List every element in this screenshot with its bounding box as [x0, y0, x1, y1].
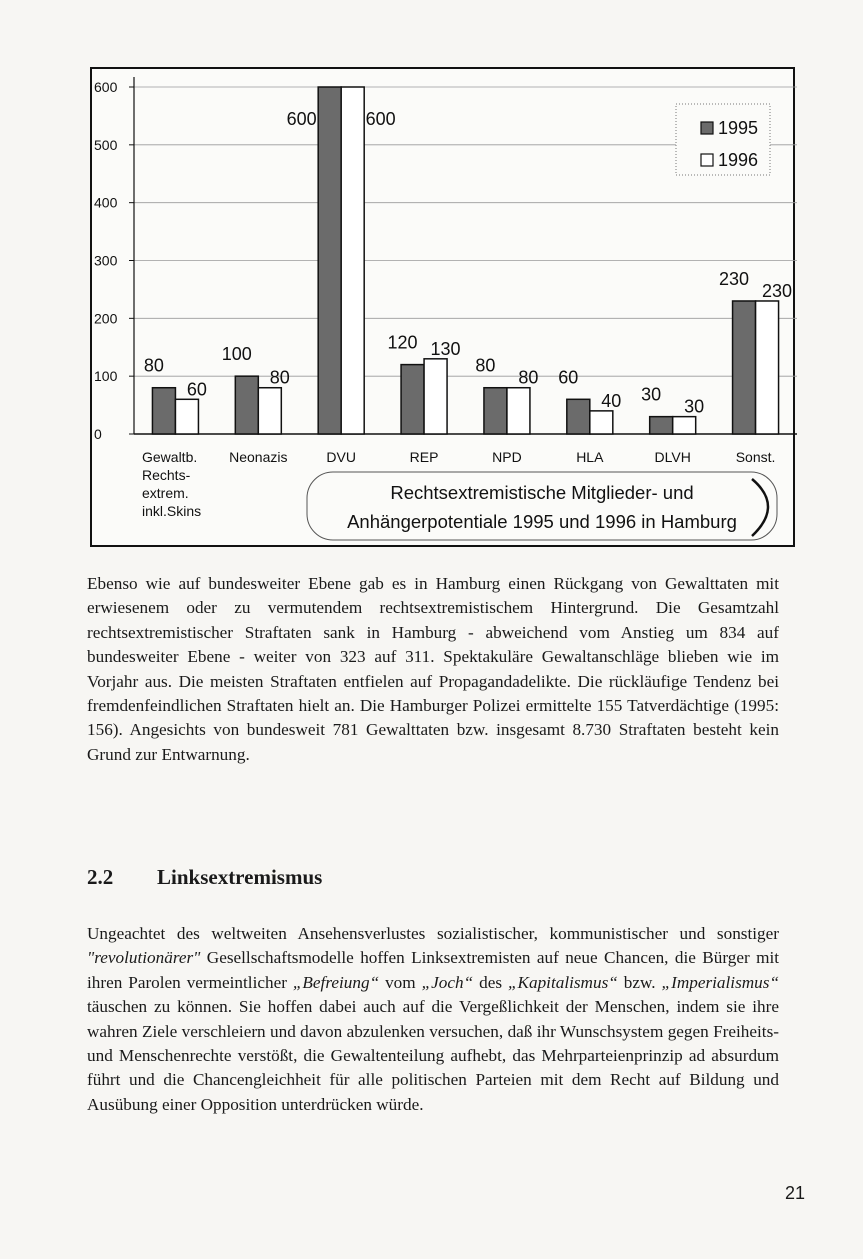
- y-tick-label: 500: [94, 136, 118, 153]
- bar-1995: [567, 399, 590, 434]
- bar-1995: [484, 388, 507, 434]
- bar-1996: [175, 399, 198, 434]
- y-tick-label: 600: [94, 79, 118, 95]
- paragraph-2-text: des: [473, 972, 508, 992]
- data-label-1995: 80: [475, 355, 496, 376]
- data-label-1995: 80: [143, 355, 164, 376]
- y-tick-label: 100: [94, 368, 118, 385]
- data-label-1996: 80: [269, 367, 290, 388]
- bar-1995: [401, 365, 424, 434]
- data-label-1996: 40: [601, 390, 622, 411]
- chart-title-line1: Rechtsextremistische Mitglieder- und: [390, 482, 694, 503]
- data-label-1995: 30: [641, 384, 662, 405]
- paragraph-2-text: vom: [379, 972, 422, 992]
- paragraph-2: [87, 922, 779, 1117]
- bar-1996: [590, 411, 613, 434]
- data-label-1996: 30: [684, 396, 705, 417]
- category-label: DVU: [326, 449, 356, 465]
- legend-label-1996: 1996: [718, 150, 759, 170]
- category-label: HLA: [576, 449, 604, 465]
- y-tick-label: 200: [94, 310, 118, 327]
- category-label: Gewaltb.: [142, 449, 198, 465]
- legend-swatch-1995: [701, 122, 713, 134]
- bar-1996: [507, 388, 530, 434]
- data-label-1996: 60: [186, 379, 207, 400]
- y-tick-label: 300: [94, 252, 118, 269]
- category-label: Sonst.: [735, 449, 776, 465]
- paragraph-2-emphasis: „Joch“: [421, 972, 474, 992]
- paragraph-2-text: täuschen zu können. Sie hoffen dabei auch auf die Vergeßlichkeit der Menschen, indem sie ihre wahren Ziele verschleiern und davon abzulenken versuchen, daß ihr Wunschsystem gegen Freiheits- und Menschenrechte verstößt, die Gewaltenteilung aufhebt, das Mehrparteienprinzip ad absurdum führt und die Chancengleichheit für alle politischen Parteien mit dem Recht auf Bildung und Ausübung einer Opposition unterdrücken würde.: [87, 997, 779, 1114]
- chart-title: [307, 472, 777, 540]
- bar-1995: [650, 417, 673, 434]
- bar-1995: [152, 388, 175, 434]
- data-label-1996: 230: [762, 280, 793, 301]
- paragraph-2-text: bzw.: [617, 972, 662, 992]
- bar-1995: [318, 87, 341, 434]
- data-label-1995: 230: [719, 268, 750, 289]
- data-label-1995: 100: [221, 344, 252, 365]
- data-label-1996: 80: [518, 367, 539, 388]
- paragraph-1: Ebenso wie auf bundesweiter Ebene gab es in Hamburg einen Rückgang von Gewalttaten mit erwiesenem oder zu vermutendem rechtsextremistischem Hintergrund. Die Gesamtzahl rechtsextremistischer Straftaten sank in Hamburg - abweichend vom Anstieg um 834 auf bundesweiter Ebene - weiter von 323 auf 311. Spektakuläre Gewaltanschläge blieben wie im Vorjahr aus. Die meisten Straftaten entfielen auf Propagandadelikte. Die rückläufige Tendenz bei fremdenfeindlichen Straftaten hielt an. Die Hamburger Polizei ermittelte 155 Tatverdächtige (1995: 156). Angesichts von bundesweit 781 Gewalttaten bzw. insgesamt 8.730 Straftaten besteht kein Grund zur Entwarnung.: [87, 574, 779, 764]
- data-label-1996: 600: [365, 109, 396, 129]
- chart-title-line2: Anhängerpotentiale 1995 und 1996 in Hamburg: [347, 511, 737, 532]
- bar-1996: [673, 417, 696, 434]
- page-number: 21: [784, 1183, 805, 1203]
- bar-1996: [258, 388, 281, 434]
- data-label-1995: 60: [558, 367, 579, 388]
- paragraph-2-emphasis: „Imperialismus“: [661, 972, 780, 992]
- paragraph-2-text: Gesellschaftsmodelle hoffen Linksextremisten auf neue Chancen, die Bürger mit ihren Parolen vermeintlicher: [87, 948, 779, 992]
- paragraph-2-emphasis: „Befreiung“: [292, 972, 380, 992]
- bar-1996: [756, 301, 779, 434]
- section-title: Linksextremismus: [157, 865, 323, 889]
- bar-1995: [235, 376, 258, 434]
- bar-chart: [92, 69, 797, 549]
- data-label-1996: 130: [430, 338, 461, 359]
- category-label: DLVH: [654, 449, 691, 465]
- category-label: REP: [409, 449, 439, 465]
- category-label: extrem.: [142, 485, 189, 501]
- paragraph-2-text: Ungeachtet des weltweiten Ansehensverlustes sozialistischer, kommunistischer und sonstiger: [87, 924, 779, 943]
- bar-1996: [341, 87, 364, 434]
- legend-label-1995: 1995: [718, 118, 759, 138]
- category-label: Rechts-: [142, 467, 191, 483]
- data-label-1995: 120: [387, 332, 418, 353]
- legend: [676, 104, 770, 175]
- bar-1995: [733, 301, 756, 434]
- bar-1996: [424, 359, 447, 434]
- category-label: NPD: [492, 449, 522, 465]
- y-tick-label: 400: [94, 194, 118, 211]
- y-tick-label: 0: [94, 426, 102, 442]
- paragraph-2-emphasis: „Kapitalismus“: [507, 972, 618, 992]
- paragraph-2-emphasis: "revolutionärer": [87, 948, 201, 968]
- section-heading: [87, 865, 322, 890]
- legend-swatch-1996: [701, 154, 713, 166]
- data-label-1995: 600: [286, 109, 317, 129]
- category-label: Neonazis: [229, 449, 288, 465]
- category-label: inkl.Skins: [142, 503, 202, 519]
- chart-figure: [90, 67, 795, 547]
- section-number: 2.2: [87, 865, 114, 889]
